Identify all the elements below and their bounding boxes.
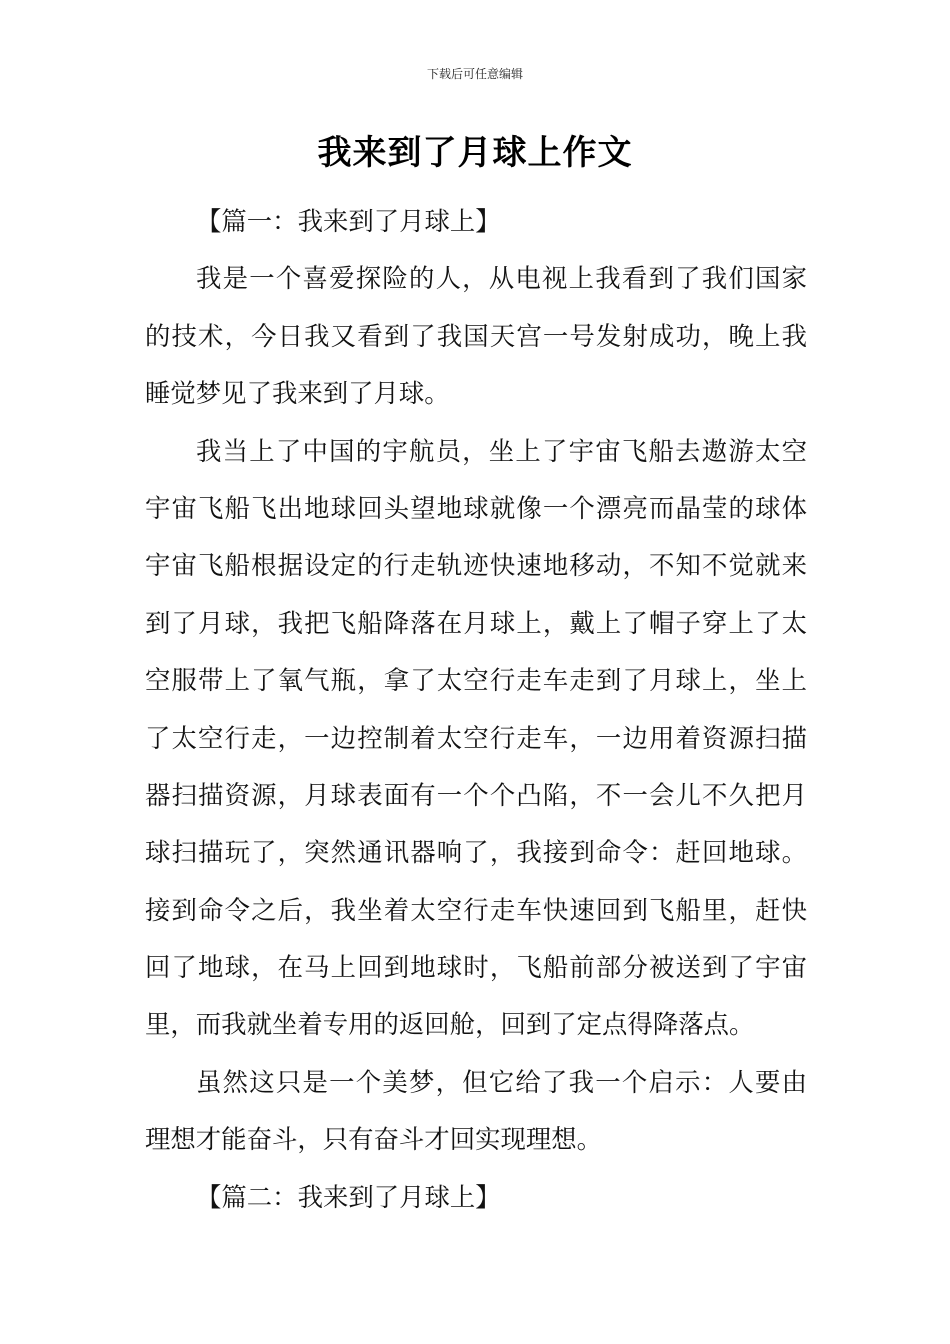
header-note: 下载后可任意编辑 xyxy=(426,67,523,81)
paragraph-2-line: 宇宙飞船根据设定的行走轨迹快速地移动，不知不觉就来 xyxy=(145,550,807,581)
paragraph-1-line: 的技术，今日我又看到了我国天宫一号发射成功，晚上我 xyxy=(145,320,807,351)
paragraph-1-line: 我是一个喜爱探险的人，从电视上我看到了我们国家 xyxy=(196,263,807,294)
paragraph-2-line: 接到命令之后，我坐着太空行走车快速回到飞船里，赶快 xyxy=(145,894,807,925)
paragraph-1-line: 睡觉梦见了我来到了月球。 xyxy=(145,378,450,409)
section-heading-2: 【篇二：我来到了月球上】 xyxy=(196,1181,501,1212)
paragraph-2-line: 到了月球，我把飞船降落在月球上，戴上了帽子穿上了太 xyxy=(145,607,807,638)
document-title: 我来到了月球上作文 xyxy=(317,133,633,173)
document-body xyxy=(145,193,807,1226)
paragraph-3-line: 理想才能奋斗，只有奋斗才回实现理想。 xyxy=(145,1124,603,1155)
paragraph-3-line: 虽然这只是一个美梦，但它给了我一个启示：人要由 xyxy=(196,1066,807,1097)
paragraph-2-line: 空服带上了氧气瓶，拿了太空行走车走到了月球上，坐上 xyxy=(145,665,807,696)
paragraph-2-line: 宇宙飞船飞出地球回头望地球就像一个漂亮而晶莹的球体 xyxy=(145,492,807,523)
paragraph-2-line: 了太空行走，一边控制着太空行走车，一边用着资源扫描 xyxy=(145,722,807,753)
paragraph-2-line: 回了地球，在马上回到地球时，飞船前部分被送到了宇宙 xyxy=(145,952,807,983)
paragraph-2-line: 我当上了中国的宇航员，坐上了宇宙飞船去遨游太空 xyxy=(196,435,807,466)
paragraph-2-line: 器扫描资源，月球表面有一个个凸陷，不一会儿不久把月 xyxy=(145,779,807,810)
section-heading-1: 【篇一：我来到了月球上】 xyxy=(196,206,501,236)
paragraph-2-line: 球扫描玩了，突然通讯器响了，我接到命令：赶回地球。 xyxy=(145,837,807,868)
paragraph-2-line: 里，而我就坐着专用的返回舱，回到了定点得降落点。 xyxy=(145,1009,755,1040)
